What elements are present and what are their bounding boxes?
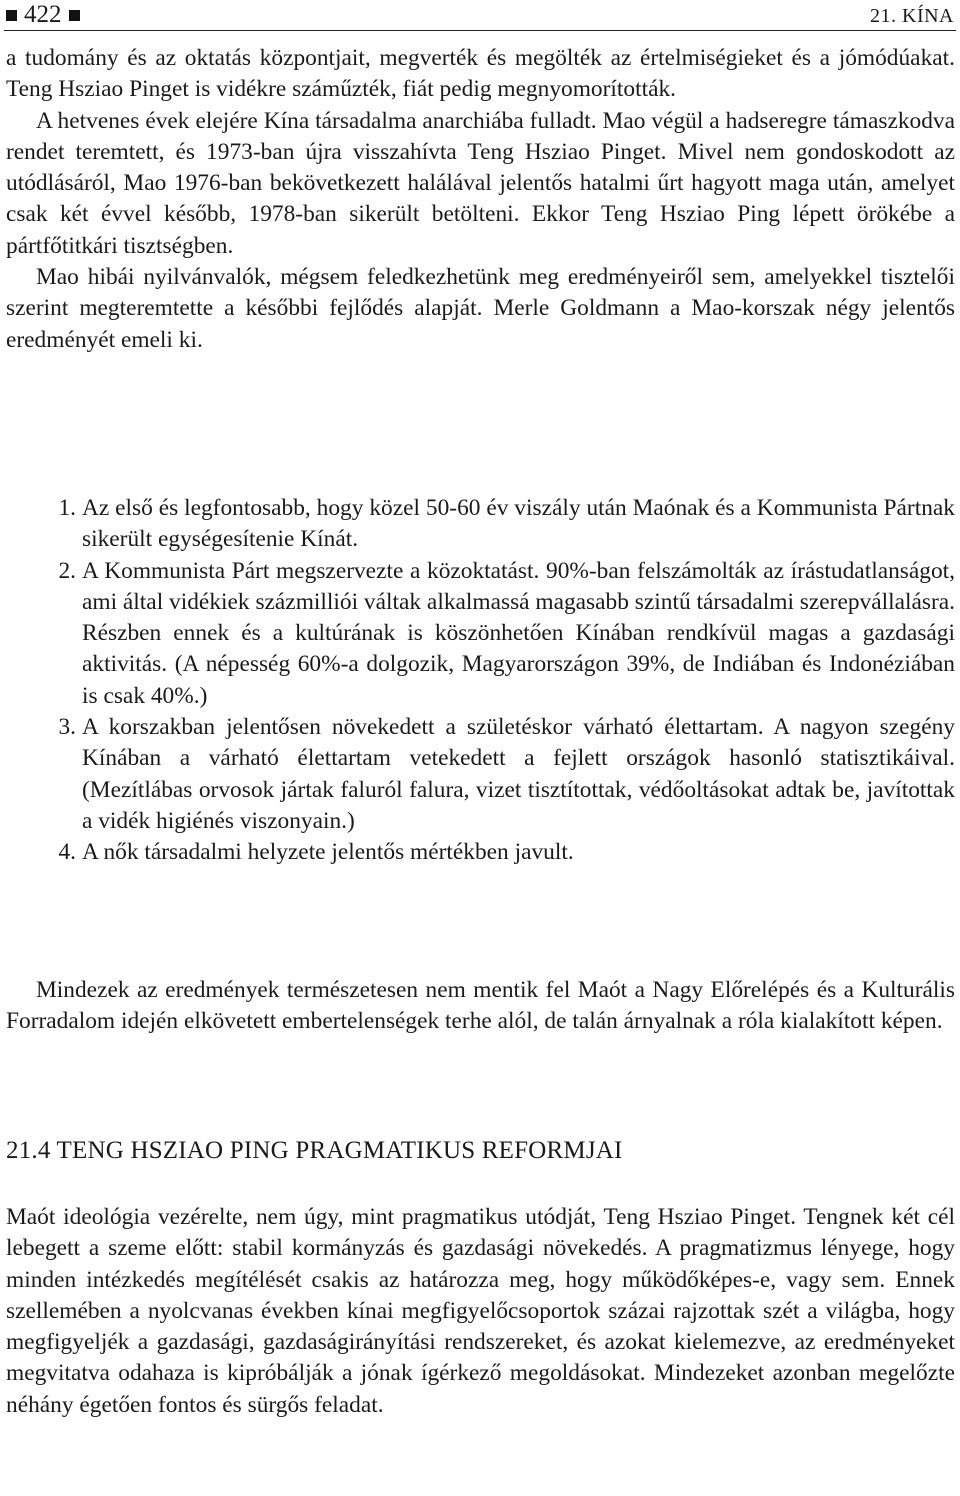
paragraph: Mindezek az eredmények természetesen nem mentik fel Maót a Nagy Előrelépés és a Kulturális Forradalom idején elkövetett embertelenségek terhe alól, de talán árnyalnak a róla kialakított képen. xyxy=(6,977,955,1035)
chapter-title: 21. KÍNA xyxy=(870,5,954,27)
list-item-text: A korszakban jelentősen növekedett a születéskor várható élettartam. A nagyon szegény Kínában a várható élettartam vetekedett a fejlett országok hasonló statisztikáival. (Mezítlábas orvosok jártak faluról falura, vizet tisztítottak, védőoltásokat adtak be, javítottak a vidék higiénés viszonyain.) xyxy=(82,714,955,834)
list-item xyxy=(6,556,955,712)
paragraph: Maót ideológia vezérelte, nem úgy, mint pragmatikus utódját, Teng Hsziao Pinget. Tengnek két cél lebegett a szeme előtt: stabil kormányzás és gazdasági növekedés. A pragmatizmus lényege, hogy minden intézkedés megítélését csakis az határozza meg, hogy működőképes-e, vagy sem. Ennek szellemében a nyolcvanas években kínai megfigyelőcsoportok százai rajzottak szét a világba, hogy megfigyeljék a gazdasági, gazdaságirányítási rendszereket, és azokat kielemezve, az eredményeket megvitatva odahaza is kipróbálják a jónak ígérkező megoldásokat. Mindezeket azonban megelőzte néhány égetően fontos és sürgős feladat. xyxy=(6,1204,955,1418)
square-bullet-icon xyxy=(6,10,17,21)
running-header xyxy=(4,0,956,31)
section-heading: 21.4 TENG HSZIAO PING PRAGMATIKUS REFORMJAI xyxy=(6,1137,623,1164)
list-item xyxy=(6,837,955,868)
list-item xyxy=(6,493,955,556)
square-bullet-icon xyxy=(69,10,80,21)
list-item-number: 4. xyxy=(58,839,76,866)
list-item-number: 1. xyxy=(58,495,76,521)
page-number: 422 xyxy=(24,1,62,28)
list-item xyxy=(6,712,955,837)
section-body xyxy=(6,1202,955,1421)
page-number-group xyxy=(6,2,80,28)
intro-text xyxy=(6,43,955,356)
paragraph: Mao hibái nyilvánvalók, mégsem feledkezhetünk meg eredményeiről sem, amelyekkel tisztelői szerint megteremtette a későbbi fejlődés alapját. Merle Goldmann a Mao-korszak négy jelentős eredményét emeli ki. xyxy=(6,264,955,353)
paragraph: A hetvenes évek elejére Kína társadalma anarchiába fulladt. Mao végül a hadseregre támaszkodva rendet teremtett, és 1973-ban újra visszahívta Teng Hsziao Pinget. Mivel nem gondoskodott az utódlásáról, Mao 1976-ban bekövetkezett halálával jelentős hatalmi űrt hagyott maga után, amelyet csak két évvel később, 1978-ban sikerült betölteni. Ekkor Teng Hsziao Ping lépett örökébe a pártfőtitkári tisztségben. xyxy=(6,107,955,259)
list-item-text: A Kommunista Párt megszervezte a közoktatást. 90%-ban felszámolták az írástudatlanságot, ami által vidékiek százmilliói váltak alkalmassá magasabb szintű társadalmi szerepvállalásra. Részben ennek és a kultúrának is köszönhetően Kínában rendkívül magas a gazdasági aktivitás. (A népesség 60%-a dolgozik, Magyarországon 39%, de Indiában és Indonéziában is csak 40%.) xyxy=(82,557,955,709)
list-item-number: 3. xyxy=(58,714,76,741)
paragraph: a tudomány és az oktatás központjait, megverték és megölték az értelmiségieket és a jómódúakat. Teng Hsziao Pinget is vidékre száműzték, fiát pedig megnyomorították. xyxy=(6,45,955,103)
list-item-text: A nők társadalmi helyzete jelentős mértékben javult. xyxy=(82,839,574,866)
list-item-number: 2. xyxy=(58,557,76,584)
numbered-list xyxy=(6,493,955,869)
list-item-text: Az első és legfontosabb, hogy közel 50-60 év viszály után Maónak és a Kommunista Pártnak sikerült egységesítenie Kínát. xyxy=(82,495,955,553)
conclusion-text xyxy=(6,975,955,1038)
